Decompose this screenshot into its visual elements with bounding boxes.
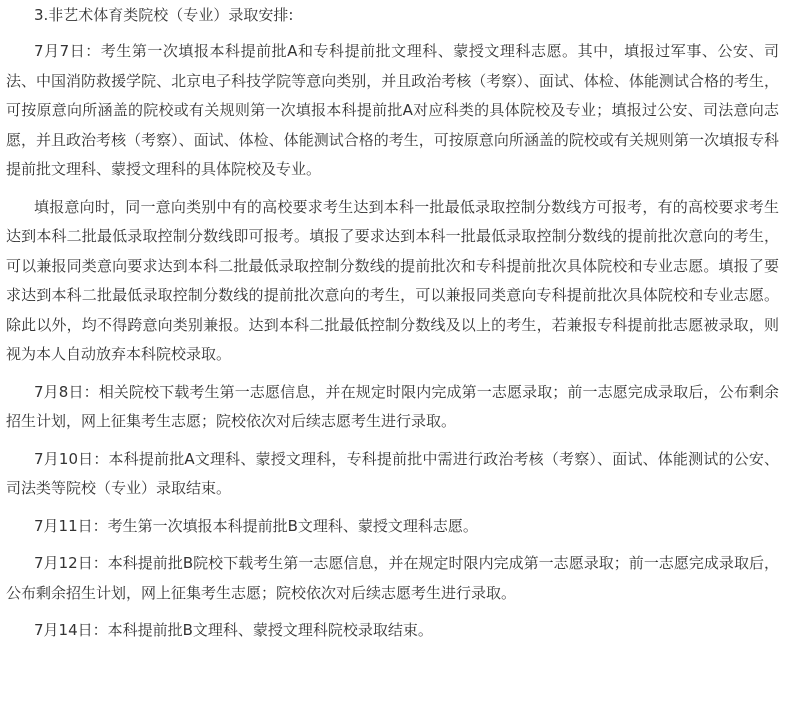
paragraph-july-10: 7月10日：本科提前批A文理科、蒙授文理科，专科提前批中需进行政治考核（考察）、面试、体能测试的公安、司法类等院校（专业）录取结束。 — [6, 449, 779, 497]
paragraph-july-11: 7月11日：考生第一次填报本科提前批B文理科、蒙授文理科志愿。 — [34, 516, 478, 535]
paragraph-july-8: 7月8日：相关院校下载考生第一志愿信息，并在规定时限内完成第一志愿录取；前一志愿完成录取后，公布剩余招生计划，网上征集考生志愿；院校依次对后续志愿考生进行录取。 — [6, 382, 779, 430]
paragraph-july-7: 7月7日：考生第一次填报本科提前批A和专科提前批文理科、蒙授文理科志愿。其中，填报过军事、公安、司法、中国消防救援学院、北京电子科技学院等意向类别，并且政治考核（考察）、面试、体检、体能测试合格的考生，可按原意向所涵盖的院校或有关规则第一次填报本科提前批A对应科类的具体院校及专业；填报过公安、司法意向志愿，并且政治考核（考察）、面试、体检、体能测试合格的考生，可按原意向所涵盖的院校或有关规则第一次填报专科提前批文理科、蒙授文理科的具体院校及专业。 — [6, 42, 779, 178]
section-heading: 3.非艺术体育类院校（专业）录取安排: — [34, 6, 294, 24]
paragraph-intent-rules: 填报意向时，同一意向类别中有的高校要求考生达到本科一批最低录取控制分数线方可报考，有的高校要求考生达到本科二批最低录取控制分数线即可报考。填报了要求达到本科一批最低录取控制分数线的提前批次意向的考生，可以兼报同类意向要求达到本科二批最低录取控制分数线的提前批次和专科提前批次具体院校和专业志愿。填报了要求达到本科二批最低录取控制分数线的提前批次意向的考生，可以兼报同类意向专科提前批次具体院校和专业志愿。除此以外，均不得跨意向类别兼报。达到本科二批最低控制分数线及以上的考生，若兼报专科提前批志愿被录取，则视为本人自动放弃本科院校录取。 — [6, 197, 779, 363]
paragraph-july-12: 7月12日：本科提前批B院校下载考生第一志愿信息，并在规定时限内完成第一志愿录取；前一志愿完成录取后，公布剩余招生计划，网上征集考生志愿；院校依次对后续志愿考生进行录取。 — [6, 554, 779, 602]
paragraph-july-14: 7月14日：本科提前批B文理科、蒙授文理科院校录取结束。 — [34, 621, 433, 639]
